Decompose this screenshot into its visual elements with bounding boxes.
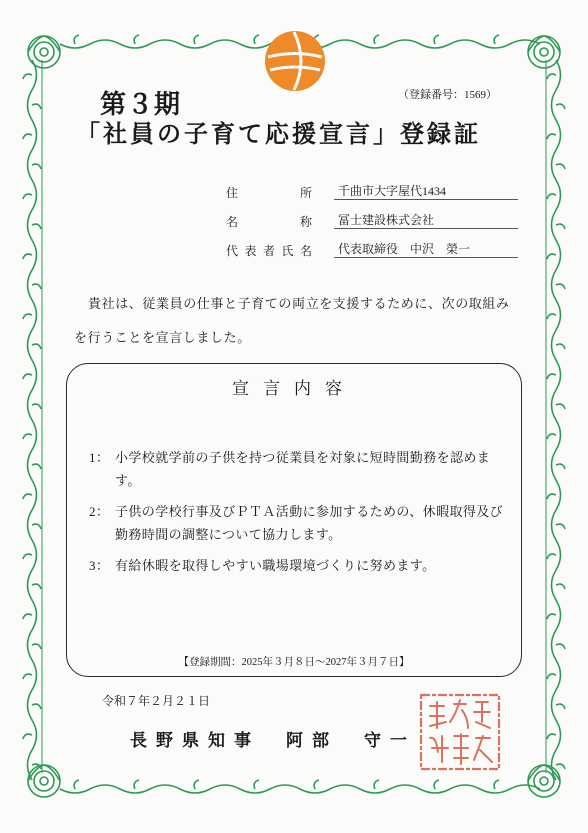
official-seal-icon	[418, 692, 502, 772]
registration-period: 【登録期間：2025年３月８日～2027年３月７日】	[178, 657, 410, 668]
registration-number: （登録番号：1569）	[398, 89, 497, 101]
issue-date: 令和７年２月２１日	[102, 694, 211, 708]
address-value: 千曲市大字屋代1434	[334, 182, 518, 200]
declaration-item	[89, 554, 509, 577]
item-text: 有給休暇を取得しやすい職場環境づくりに努めます。	[115, 558, 436, 573]
item-number: 3：	[89, 558, 110, 573]
intro-paragraph	[74, 287, 526, 355]
item-number: 2：	[89, 504, 110, 519]
info-row-representative	[226, 240, 518, 260]
info-row-name	[226, 211, 518, 231]
intro-line-1: 貴社は、従業員の仕事と子育ての両立を支援するために、次の取組み	[88, 296, 510, 311]
declaration-heading: 宣言内容	[232, 379, 356, 398]
item-text: 子供の学校行事及びＰＴＡ活動に参加するための、休暇取得及び勤務時間の調整について協力します。	[115, 504, 504, 542]
representative-label: 代 表 者 氏 名	[226, 244, 312, 258]
governor-name: 長野県知事 阿部 守一	[130, 731, 416, 750]
info-row-address	[226, 182, 518, 202]
term-label: 第３期	[100, 90, 182, 119]
item-text: 小学校就学前の子供を持つ従業員を対象に短時間勤務を認めます。	[115, 450, 491, 488]
declaration-item	[89, 500, 509, 546]
representative-value: 代表取締役 中沢 榮一	[334, 240, 518, 258]
company-name-label: 名 称	[226, 215, 312, 229]
address-label: 住 所	[226, 186, 312, 200]
declaration-item	[89, 446, 509, 492]
certificate-title: 「社員の子育て応援宣言」登録証	[76, 122, 481, 148]
declaration-box	[66, 363, 522, 677]
item-number: 1：	[89, 450, 110, 465]
logo-icon	[264, 30, 326, 92]
intro-line-2: を行うことを宣言しました。	[74, 330, 251, 345]
company-name-value: 冨士建設株式会社	[334, 211, 518, 229]
